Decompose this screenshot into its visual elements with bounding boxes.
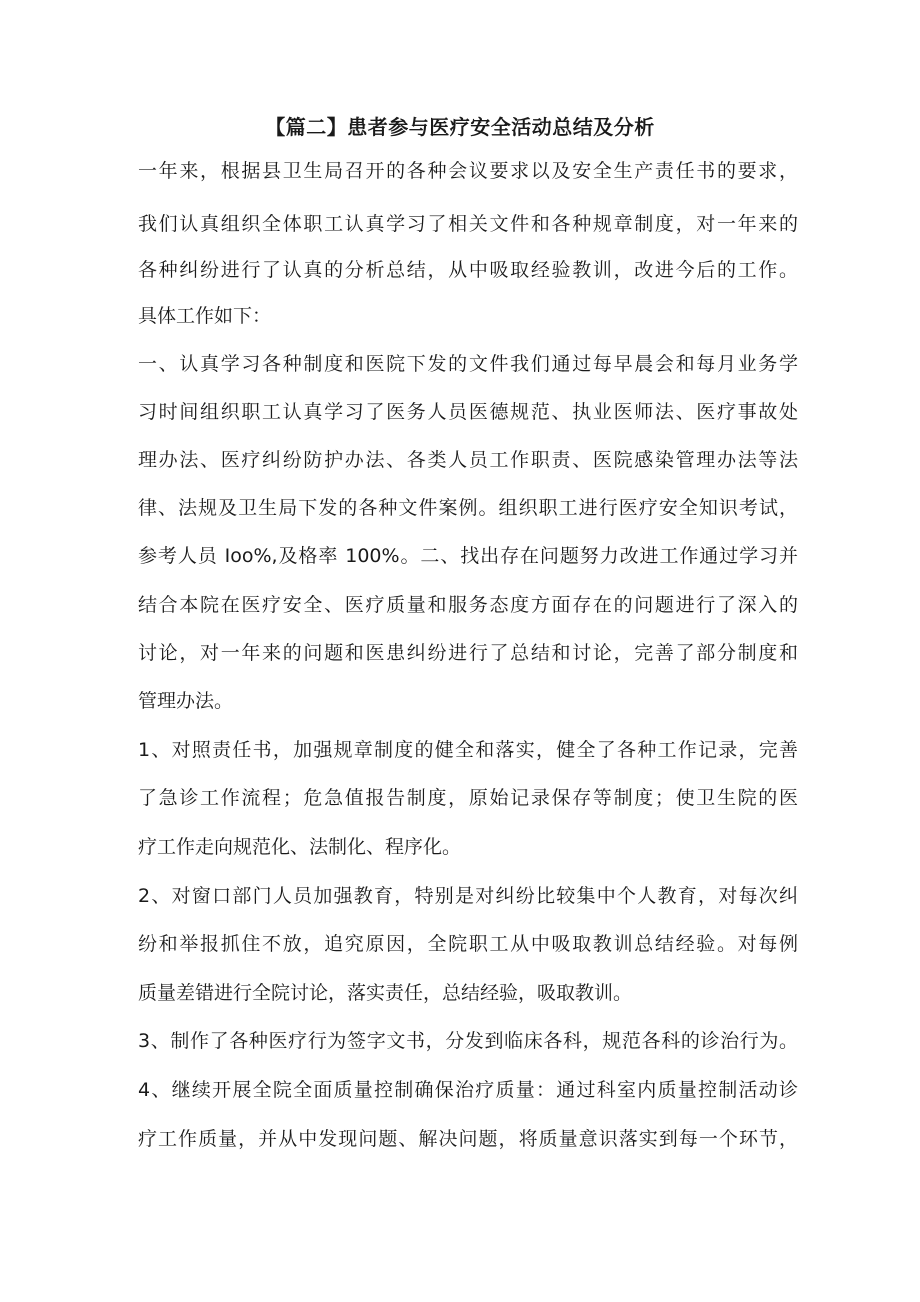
- paragraph-line: 了急诊工作流程；危急值报告制度，原始记录保存等制度；使卫生院的医: [138, 787, 798, 809]
- paragraph-line: 2、对窗口部门人员加强教育，特别是对纠纷比较集中个人教育，对每次纠: [138, 885, 798, 907]
- paragraph-line: 结合本院在医疗安全、医疗质量和服务态度方面存在的问题进行了深入的: [138, 594, 798, 616]
- paragraph-line: 质量差错进行全院讨论，落实责任，总结经验，吸取教训。: [138, 982, 633, 1004]
- document-title: 【篇二】患者参与医疗安全活动总结及分析: [265, 115, 655, 139]
- paragraph-line: 一年来，根据县卫生局召开的各种会议要求以及安全生产责任书的要求，: [138, 160, 798, 182]
- paragraph-line: 各种纠纷进行了认真的分析总结，从中吸取经验教训，改进今后的工作。: [138, 259, 798, 281]
- paragraph-line: 管理办法。: [138, 690, 234, 712]
- paragraph-line: 理办法、医疗纠纷防护办法、各类人员工作职责、医院感染管理办法等法: [138, 449, 798, 471]
- paragraph-line: 一、认真学习各种制度和医院下发的文件我们通过每早晨会和每月业务学: [138, 353, 798, 375]
- paragraph-line: 4、继续开展全院全面质量控制确保治疗质量：通过科室内质量控制活动诊: [138, 1079, 798, 1101]
- paragraph-line: 3、制作了各种医疗行为签字文书，分发到临床各科，规范各科的诊治行为。: [138, 1030, 798, 1052]
- paragraph-line: 我们认真组织全体职工认真学习了相关文件和各种规章制度，对一年来的: [138, 213, 798, 235]
- paragraph-line: 具体工作如下：: [138, 305, 272, 327]
- paragraph-line: 习时间组织职工认真学习了医务人员医德规范、执业医师法、医疗事故处: [138, 401, 798, 423]
- paragraph-line: 纷和举报抓住不放，追究原因，全院职工从中吸取教训总结经验。对每例: [138, 933, 798, 955]
- paragraph-line: 疗工作质量，并从中发现问题、解决问题，将质量意识落实到每一个环节，: [138, 1128, 798, 1150]
- paragraph-line: 1、对照责任书，加强规章制度的健全和落实，健全了各种工作记录，完善: [138, 739, 798, 761]
- paragraph-line: 疗工作走向规范化、法制化、程序化。: [138, 836, 462, 858]
- paragraph-line: 参考人员 Ioo%,及格率 100%。二、找出存在问题努力改进工作通过学习并: [138, 545, 798, 567]
- paragraph-line: 律、法规及卫生局下发的各种文件案例。组织职工进行医疗安全知识考试，: [138, 497, 798, 519]
- paragraph-line: 讨论，对一年来的问题和医患纠纷进行了总结和讨论，完善了部分制度和: [138, 642, 798, 664]
